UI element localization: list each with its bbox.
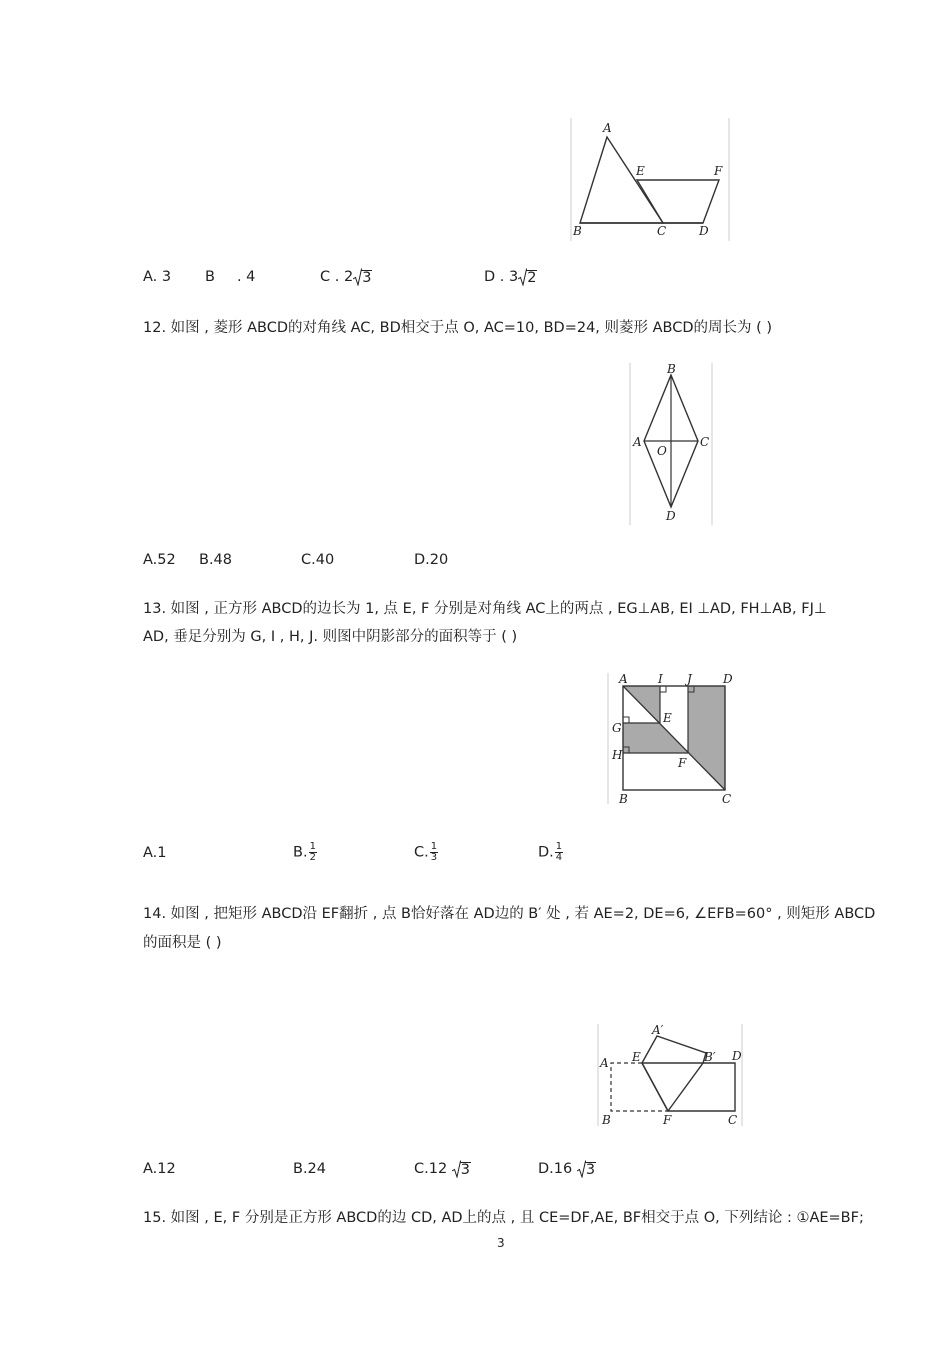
q14-option-b[interactable]: B.24 bbox=[293, 1161, 327, 1177]
q13-question-line1: 13. 如图 , 正方形 ABCD的边长为 1, 点 E, F 分别是对角线 AC上的两点 , EG⊥AB, EI ⊥AD, FH⊥AB, FJ⊥ bbox=[143, 601, 827, 617]
q12-option-d[interactable]: D.20 bbox=[414, 552, 449, 568]
label-d: D bbox=[732, 1049, 742, 1063]
label-a: A bbox=[603, 121, 612, 135]
label-d: D bbox=[723, 672, 733, 686]
label-c: C bbox=[657, 224, 667, 238]
sqrt-symbol: 3 bbox=[577, 1160, 596, 1178]
label-c: C bbox=[722, 792, 732, 806]
q14-option-d[interactable]: D.16 3 bbox=[538, 1161, 596, 1178]
label-a: A bbox=[600, 1056, 609, 1070]
parallelogram-efdc bbox=[637, 180, 719, 223]
label-b: B bbox=[619, 792, 628, 806]
label-d: D bbox=[666, 509, 676, 523]
q11-option-d[interactable]: D . 3 2 bbox=[484, 269, 537, 286]
q15-question-text: 15. 如图 , E, F 分别是正方形 ABCD的边 CD, AD上的点 , 且 CE=DF,AE, BF相交于点 O, 下列结论 : ①AE=BF; bbox=[143, 1210, 864, 1226]
q12-option-c[interactable]: C.40 bbox=[301, 552, 335, 568]
q13-option-c[interactable]: C. $\frac{1}{3}$ bbox=[414, 841, 438, 863]
label-d: D bbox=[699, 224, 709, 238]
label-a: A bbox=[633, 435, 642, 449]
fraction: $\frac{1}{4}$ bbox=[555, 841, 563, 863]
q11-option-a[interactable]: A. 3 bbox=[143, 269, 172, 285]
q14-question-line1: 14. 如图 , 把矩形 ABCD沿 EF翻折 , 点 B恰好落在 AD边的 B′ 处 , 若 AE=2, DE=6, ∠EFB=60° , 则矩形 ABCD bbox=[143, 906, 876, 922]
label-h: H bbox=[612, 748, 623, 762]
label-f: F bbox=[714, 164, 723, 178]
q12-figure bbox=[626, 361, 716, 527]
q12-option-b[interactable]: B.48 bbox=[199, 552, 233, 568]
sqrt-symbol: 2 bbox=[518, 268, 537, 286]
label-f: F bbox=[663, 1113, 672, 1127]
label-c: C bbox=[728, 1113, 738, 1127]
label-b-prime: B′ bbox=[704, 1050, 716, 1064]
label-e: E bbox=[663, 711, 672, 725]
q11-figure bbox=[565, 115, 735, 243]
q12-question-text: 12. 如图 , 菱形 ABCD的对角线 AC, BD相交于点 O, AC=10, BD=24, 则菱形 ABCD的周长为 ( ) bbox=[143, 320, 773, 336]
label-b: B bbox=[602, 1113, 611, 1127]
fraction: $\frac{1}{3}$ bbox=[430, 841, 438, 863]
q14-figure bbox=[595, 1020, 745, 1130]
label-e: E bbox=[636, 164, 645, 178]
label-c: C bbox=[700, 435, 710, 449]
label-f: F bbox=[678, 756, 687, 770]
q11-option-b[interactable]: B . 4 bbox=[205, 269, 256, 285]
q13-option-b[interactable]: B. $\frac{1}{2}$ bbox=[293, 841, 316, 863]
q13-question-line2: AD, 垂足分别为 G, I , H, J. 则图中阴影部分的面积等于 ( ) bbox=[143, 629, 518, 645]
label-e: E bbox=[632, 1050, 641, 1064]
q11-option-c[interactable]: C . 2 3 bbox=[320, 269, 372, 286]
label-o: O bbox=[657, 444, 667, 458]
q14-option-c[interactable]: C.12 3 bbox=[414, 1161, 471, 1178]
page-number: 3 bbox=[497, 1236, 505, 1250]
fold-line-ef bbox=[642, 1063, 668, 1111]
shaded-region-g-e-f-h bbox=[623, 723, 688, 753]
folded-quadrilateral bbox=[642, 1036, 706, 1111]
sqrt-symbol: 3 bbox=[353, 268, 372, 286]
q14-question-line2: 的面积是 ( ) bbox=[143, 935, 222, 951]
label-b: B bbox=[573, 224, 582, 238]
q14-option-a[interactable]: A.12 bbox=[143, 1161, 176, 1177]
label-j: J bbox=[687, 672, 692, 686]
q13-option-a[interactable]: A.1 bbox=[143, 845, 167, 861]
label-a: A bbox=[619, 672, 628, 686]
fraction: $\frac{1}{2}$ bbox=[309, 841, 316, 863]
q13-option-d[interactable]: D. $\frac{1}{4}$ bbox=[538, 841, 563, 863]
q13-figure bbox=[605, 670, 745, 810]
label-i: I bbox=[658, 672, 663, 686]
shaded-region-j-d-c-f bbox=[688, 686, 725, 790]
label-g: G bbox=[612, 721, 622, 735]
original-position-dashed bbox=[611, 1063, 668, 1111]
label-b: B bbox=[667, 362, 676, 376]
sqrt-symbol: 3 bbox=[452, 1160, 471, 1178]
label-a-prime: A′ bbox=[652, 1023, 664, 1037]
q12-option-a[interactable]: A.52 bbox=[143, 552, 176, 568]
